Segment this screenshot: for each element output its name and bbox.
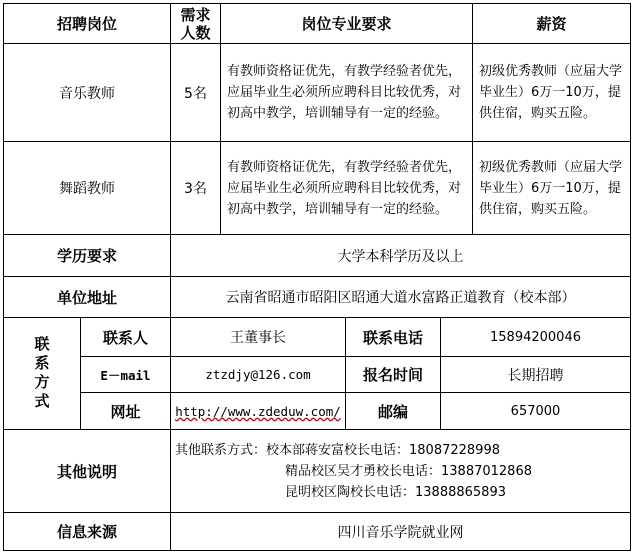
job-requirements-music: 有教师资格证优先，有教学经验者优先，应届毕业生必须所应聘科目比较优秀，对初高中教学，培训辅导有一定的经验。	[227, 64, 462, 121]
contact-email-value[interactable]: ztzdjy@126.com	[205, 367, 311, 382]
website-link[interactable]: http://www.zdeduw.com/	[175, 403, 341, 419]
other-lines	[175, 440, 532, 503]
website-label: 网址	[110, 402, 141, 421]
contact-phone-label: 联系电话	[362, 328, 423, 347]
contact-person-label: 联系人	[102, 328, 148, 347]
header-count-line1: 需求	[180, 5, 211, 24]
job-salary-music: 初级优秀教师（应届大学毕业生）6万一10万，提供住宿，购买五险。	[479, 64, 623, 121]
source-value: 四川音乐学院就业网	[337, 524, 464, 541]
header-requirements: 岗位专业要求	[301, 15, 392, 33]
job-count-music: 5名	[184, 85, 207, 102]
postcode-value: 657000	[510, 403, 561, 419]
header-position: 招聘岗位	[56, 15, 117, 33]
other-value	[171, 430, 630, 512]
contact-email-label: E－mail	[100, 367, 151, 383]
job-salary-dance: 初级优秀教师（应届大学毕业生）6万一10万，提供住宿，购买五险。	[479, 159, 623, 217]
contact-person-value: 王董事长	[230, 330, 286, 346]
header-count-line2: 人数	[180, 23, 211, 42]
contact-phone-value: 15894200046	[490, 329, 581, 345]
other-line-1: 其他联系方式：校本部蒋安富校长电话：18087228998	[175, 442, 500, 458]
website-cell	[171, 393, 345, 429]
education-label: 学历要求	[56, 247, 117, 265]
job-requirements-dance: 有教师资格证优先，有教学经验者优先，应届毕业生必须所应聘科目比较优秀，对初高中教学，培训辅导有一定的经验。	[227, 159, 462, 217]
postcode-label: 邮编	[377, 402, 408, 421]
education-value: 大学本科学历及以上	[337, 248, 464, 265]
deadline-value: 长期招聘	[507, 367, 564, 384]
job-title-music: 音乐教师	[59, 85, 115, 102]
header-count	[171, 4, 220, 43]
job-title-dance: 舞蹈教师	[59, 181, 115, 197]
deadline-label: 报名时间	[362, 366, 423, 384]
address-value: 云南省昭通市昭阳区昭通大道水富路正道教育（校本部）	[225, 290, 576, 306]
other-label: 其他说明	[56, 462, 117, 481]
other-line-2: 精品校区吴才勇校长电话：13887012868	[285, 463, 532, 479]
source-label: 信息来源	[56, 523, 117, 541]
header-salary: 薪资	[536, 15, 567, 33]
job-count-dance: 3名	[184, 181, 207, 197]
contact-group-text: 联系方式	[32, 335, 51, 412]
address-label: 单位地址	[56, 288, 117, 307]
contact-group-label	[4, 318, 80, 429]
other-line-3: 昆明校区陶校长电话：13888865893	[285, 484, 506, 500]
